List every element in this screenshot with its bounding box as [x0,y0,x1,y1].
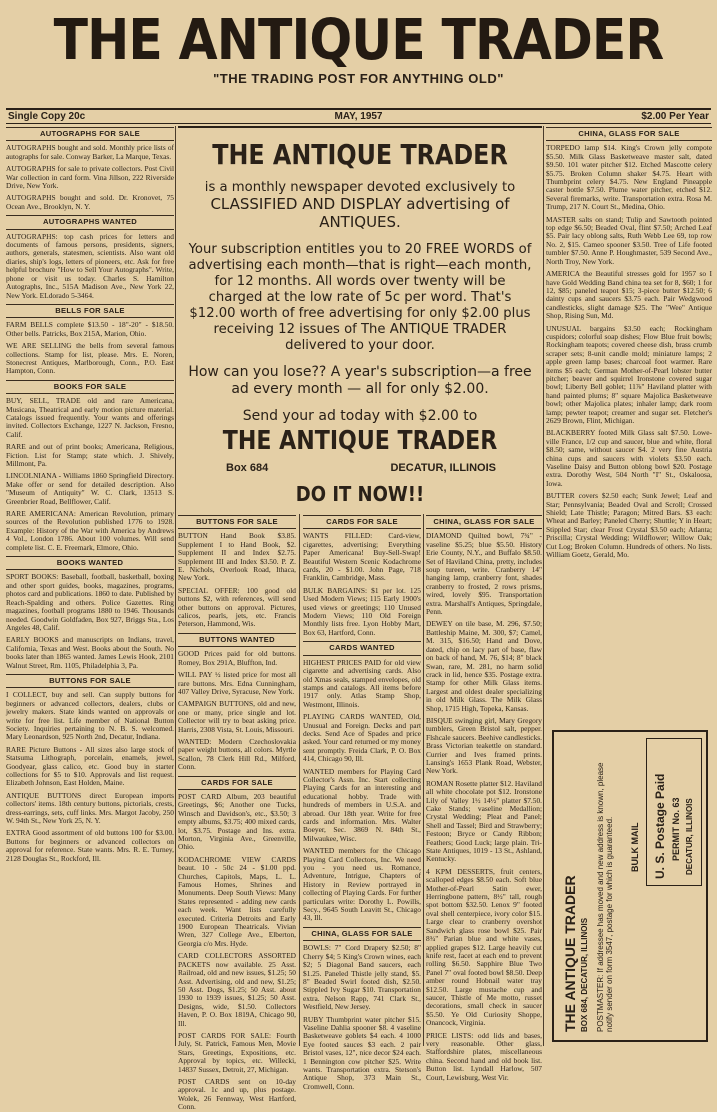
section-header: BOOKS WANTED [6,556,174,570]
classified-ad: WANTED members for Playing Card Collector's Assn. Inc. Start collecting Playing Cards for an interesting and educational hobby. Trade with hundreds of members in U.S.A. and abroad. Our 18th year. Write for free cards and information. Mrs. Walter Boeyer, Sec. 3869 N. 84th St., Milwaukee, Wisc. [303,766,421,843]
section-header: BUTTONS FOR SALE [178,515,296,529]
mail-bulk: BULK MAIL [630,822,640,872]
classified-section [6,127,174,211]
classified-ad: MASTER salts on stand; Tulip and Sawtooth pointed top edge $6.50; Beaded Oval, flint $7.50; Arched Leaf $5. Pair lacy oblong salts, Ruth Webb Lee 69, top row No. 2, $15. Cameo spooner $3.50. Tree of Life footed tumbler $7.50. Anne P. Houghmaster, 539 Second Ave., North Troy, New York. [546,214,712,266]
classified-ad: EXTRA Good assortment of old buttons 100 for $3.00. Buttons for beginners or advanced collectors on approval for reference. State wants. Mrs. R. E. Turney, 2128 Douglas St., Rockford, Ill. [6,828,174,863]
promo-question: How can you lose?? A year's subscription—a free ad every month — all for only $2.00. [188,364,532,397]
section-header: CARDS FOR SALE [303,515,421,529]
section-header: CHINA, GLASS FOR SALE [546,127,712,141]
classified-ad: I COLLECT, buy and sell. Can supply buttons for beginners or advanced collectors, dealers, clubs or jewelry makers. State kinds wanted on approvals or write for free list. Life member of National Button Society. Inquiries pertaining to N. B. S. welcomed. Mary Leonardson, 925 North 2nd, Decatur, Indiana. [6,690,174,742]
classified-ad: SPORT BOOKS: Baseball, football, basketball, boxing and other sport guides, books, magazines, programs, photos card and publications. 1860 to date. Published by Reach-Spalding and others. Police Gazettes. Ring magazines, football programs 1880 to 1946. Thousands needed. Goodwin Goldfaden, Box 927, Briggs Sta., Los Angeles 48, Calif. [6,572,174,632]
classified-ad: DIAMOND Quilted bowl, 7¾" - vaseline $5.25; blue $5.50. History Erie County, N.Y., and Buffalo $8.50. Set of Haviland China, pretty, includes soup tureen, write. Cranberry 14" hanging lamp, cranberry font, shades cranberry to frosted, 2 rows prisms, wired, lovely $95. Transportation extra. Marshall's Antiques, Springdale, Penn. [426,531,542,617]
classified-ad: BOWLS: 7" Cord Drapery $2.50; 8" Cherry $4; 5 King's Crown wines, each $2; 5 Diagonal Band saucers, each $1.25. Paneled Thistle jelly stand, $5. 8" Beaded Swirl footed dish, $2.50. Stippled Ivy Sugar $10. Transportation extra. Nelson Rapp, 741 Clark St., Westfield, New Jersey. [303,943,421,1012]
section-header: AUTOGRAPHS WANTED [6,215,174,229]
classified-ad: POST CARDS sent on 10-day approval. 1c and up, plus postage. Wolek, 26 Fennway, West Hartford, Conn. [178,1076,296,1112]
classified-ad: RARE AMERICANA: American Revolution, primary sources of the Revolution published 1776 to 1928. Example: History of the War with America by Andrews 4 Vol., London 1786. About 100 volumes. Will send complete list. C. E. Freemark, Elmore, Ohio. [6,509,174,552]
classified-ad: SPECIAL OFFER: 100 good old buttons $2, with references, will send other buttons on approval. Pictures, calicos, pearls, jets, etc. Francis Peterson, Hammond, Wis. [178,585,296,629]
classified-ad: WILL PAY ½ listed price for most all rare buttons. Mrs. Edna Cunningham, 407 Valley Drive, Syracuse, New York. [178,670,296,696]
classified-ad: POST CARDS FOR SALE: Fourth July, St. Patrick, Famous Men, Movie Stars, Greetings, Expositions, etc. Approval by topics, etc. Willecki, 14837 Sussex, Detroit, 27, Michigan. [178,1030,296,1074]
classified-ad: KODACHROME VIEW CARDS beaut. 10 - 50c 24 - $1.00 ppd. Churches, Capitols, Maps, L. L. Famous Homes, Shrines and Monuments. Deep South Views: Many States represented - adding new cards each week. Want lists carefully executed. Criteria Detroits and Early 1900 European Theatricals. Vivian Wren, 327 College Ave., Elberton, Georgia c/o Mrs. Hyde. [178,854,296,948]
masthead-title: THE ANTIQUE TRADER [53,8,664,73]
classified-section [546,127,712,560]
issue-date: MAY, 1957 [334,111,383,122]
classified-ad: BUTTON Hand Book $3.85. Supplement I to Hand Book, $2. Supplement II and Index $2.75. Supplement III and Index $3.50. P. Z. E. Nichols, Overlook Road, Ithaca, New York. [178,531,296,583]
classified-ad: BISQUE swinging girl, Mary Gregory tumblers, Green Bristol salt, pepper. Flshcale saucers. Beehive candlesticks. Brass Victorian teakettle on standard. Currier and Ives framed prints. Lansing's 1653 Plank Road, Webster, New York. [426,715,542,776]
mail-postmaster: POSTMASTER: If addressee has moved and new address is known, please notify sender on form 3547, postage for which is guaranteed. [596,762,614,1032]
classified-ad: FARM BELLS complete $13.50 - 18"-20" - $18.50. Other bells. Patricks, Box 215A, Marion, Ohio. [6,320,174,338]
classified-ad: GOOD Prices paid for old buttons. Romey, Box 291A, Bluffton, Ind. [178,649,296,667]
mail-permit: PERMIT No. 63 [671,797,681,861]
promo-address [178,460,542,478]
classified-section [6,215,174,300]
classified-ad: AUTOGRAPHS: top cash prices for letters and documents of famous persons, presidents, signers, authors, generals, statesmen, scientists. Also want old diaries, ship's logs, letters of pioneers, etc. Ask for free helpful brochure "How to Sell Your Autographs". Write, phone or visit us today. Charles S. Hamilton Autographs, Inc., 515A Madison Ave., New York 22, New York. ELdorado 5-3464. [6,231,174,300]
section-header: CARDS WANTED [303,641,421,655]
postage-indicia [646,738,702,886]
classified-ad: HIGHEST PRICES PAID for old view cigarette and advertising cards. Also old Xmas seals, stamped envelopes, old stamps and catalogs. All items before 1917 only. Atlas Stamp Shop, Westmont, Illinois. [303,657,421,709]
section-header: BELLS FOR SALE [6,304,174,318]
classified-ad: ANTIQUE BUTTONS direct European imports collectors' items. 18th century buttons, pictorials, crests, dress-earrings, sets, cuff links. Mrs. Margot Jacoby, 250 W. 94th St., New York 25, N. Y. [6,790,174,826]
classified-ad: RARE and out of print books; Americana, Religious, Fiction. List for Stamp; state which. J. Shively, Millmont, Pa. [6,442,174,468]
classified-ad: CARD COLLECTORS ASSORTED PACKETS now available. 25 Asst. Railroad, old and new issues, $1.25; 50 Asst. Advertising, old and new, $1.25; 50 Asst. Dogs, $1.25; 50 Asst. about 1930 to 1939 issues, $1.25; 50 Asst. Designs, wide, $1.50. Collectors Haven, P. O. Box 1819A, Chicago 90, Ill. [178,951,296,1028]
single-copy-price: Single Copy 20c [8,111,86,122]
classified-ad: AMERICA the Beautiful stresses gold for 1957 so I have Gold Wedding Band china tea set for 8, $60; 1 for 12, $85; paneled teapot $15; 3-piece butter $12.50; 6 dainty cups and saucers $3.75 each. Pair Wedgwood candlesticks, slight damage $25. The "Wee" Antique Shop, Rising Sun, Md. [546,269,712,321]
promo-title: THE ANTIQUE TRADER [212,138,508,171]
classified-section [6,556,174,670]
classified-section [178,776,296,1112]
section-header: CARDS FOR SALE [178,776,296,790]
promo-intro-text: is a monthly newspaper devoted exclusively to [204,180,516,195]
promo-name: THE ANTIQUE TRADER [222,426,498,456]
classified-ad: WANTS FILLED: Card-view, cigarettes, advertising; Everything Paper Americana! Buy-Sell-Swap! Beautiful Western Scenic Kodachrome cards, 20 - $1.00. John Page, 718 Franklin, Cambridge, Mass. [303,531,421,583]
dateline [6,108,711,124]
classified-section [303,515,421,637]
classified-ad: POST CARD Album, 203 beautiful Greetings, $6; Another one Tucks, Winsch and Davidson's, etc., $3.50; 3 empty albums, $3.75; 400 mixed cards, lot, $3.75. Postage and Ins. extra. Morton, Virginia Ave., Greenville, Ohio. [178,791,296,852]
section-header: CHINA, GLASS FOR SALE [303,927,421,941]
left-column [6,126,174,1046]
promo-intro [190,180,530,232]
classified-ad: WANTED members for the Chicago Playing Card Collectors, Inc. We need you - you need us. Romance, Adventure, Intrigue, Chapters of History in Review portrayed in collecting of Playing Cards. For further particulars write: Dorothy L. Powills, Secy., 9645 South Leavitt St., Chicago 43, Ill. [303,846,421,923]
promo-box: Box 684 [226,462,269,474]
mail-postage-paid: U. S. Postage Paid [653,773,667,879]
classified-ad: TORPEDO lamp $14. King's Crown jelly compote $5.50. Milk Glass Basketweave master salt, dated $9.50. 101 water pitcher $12. Etched Mascotte celery $5.75. Broken Column shaker $4.75. Heart with Thumbprint celery $4.75. New England Pineapple caster bottle $7.50. Plume water pitcher, etched $12. Several firemarks, write. Transportation extra. Rosa M. Trump, 217 N. Court St., Medina, Ohio. [546,143,712,212]
classified-section [178,515,296,629]
middle-column-1 [178,514,296,1112]
promo-city: DECATUR, ILLINOIS [390,462,496,474]
section-header: AUTOGRAPHS FOR SALE [6,127,174,141]
classified-ad: ROMAN Rosette platter $12. Haviland all white chocolate pot $12. Ironstone Lily of Valley 1½ 14½" platter $7.50. Cake Stands; vaseline Medallion; Crystal Wedding; Pleat and Panel; Shell and Tassel; Bird and Strawberry; Festoon; Bryce or Candy Ribbon; Feathers; Good Luck; large plain. Tri-State Antiques, 1019 - 13 St., Ashland, Kentucky. [426,778,542,864]
subscription-price: $2.00 Per Year [641,111,709,122]
mail-permit-city: DECATUR, ILLINOIS [685,798,694,875]
classified-section [303,641,421,923]
classified-ad: WANTED: Modern Czechoslovakia paper weight buttons, all colors. Myrtle Scallon, 78 Clerk Hill Rd., Milford, Conn. [178,736,296,772]
mail-address: BOX 684, DECATUR, ILLINOIS [580,917,589,1032]
mail-title: THE ANTIQUE TRADER [562,875,578,1032]
classified-ad: BUTTER covers $2.50 each; Sunk Jewel; Leaf and Star; Pennsylvania; Beaded Oval and Scroll; Crossed Shield; Late Thistle; Paragon; Mitred Bars. $3 each: Wheat and Barley; Paneled Cherry; Shuttle; Y in Heart; Stippled Star; clear Frost Crystal $3.50 each; Atlanta; Priscilla; Crystal Wedding; Wildflower; Willow Oak; Cut Log; Broken Column. Hundreds of others. No lists. William Goetz, Gerald, Mo. [546,491,712,560]
classified-section [6,304,174,376]
classified-ad: 4 KPM DESSERTS, fruit centers, scalloped edges $8.50 each. Soft blue Mother-of-Pearl Satin ewer, Herringbone pattern, 8½" tall, rough spot bottom $32.50. Lenox 9" footed oval shell centerpiece, ivory color $15. Large clear to cranberry overshot Sandwich glass rose bowl $25. Pair 8¾" Parian blue and white vases, applied grapes $12. Large heavily cut knife rest, facet at each end to prevent rolling $6.50. Sapphire Blue Two Panel 7" oval footed bowl $8.50. Deep amber round Hobnail water tray $12.50. Large mustache cup and saucer, Thistle of Me motto, russet decorations, small check in saucer $5.50. Ye Old Curiosity Shoppe, Onancock, Virginia. [426,866,542,1028]
column-rule [423,514,424,1046]
classified-ad: BUY, SELL, TRADE old and rare Americana, Musicana, Theatrical and early motion picture material. Catalogs issued frequently. Your wants and offerings invited. Collectors Exchange, 1227 N. Jackson, Fresno, Calif. [6,396,174,439]
column-rule [299,514,300,1046]
masthead [0,8,717,86]
classified-ad: BLACKBERRY footed Milk Glass salt $7.50. Lowe-ville France, 1/2 cup and saucer, blue and white, floral $8.50; same, without saucer $4. 2 very fine Austria china cups and saucers with violets $3.50 each. Vaseline Daisy and Button oblong bowl $20. Postage extra. Dorothy West, 504 North "I" St., Oskaloosa, Iowa. [546,428,712,488]
column-rule [175,126,176,1046]
classified-ad: AUTOGRAPHS bought and sold. Monthly price lists of autographs for sale. Conway Barker, La Marque, Texas. [6,143,174,161]
classified-ad: AUTOGRAPHS bought and sold. Dr. Kronovet, 75 Ocean Ave., Brooklyn, N. Y. [6,193,174,211]
masthead-tagline: "THE TRADING POST FOR ANYTHING OLD" [213,71,504,86]
mailing-panel [552,730,708,1042]
classified-ad: EARLY BOOKS and manuscripts on Indians, travel, California, Texas and West. Books about the South. No books later than 1865 wanted. James Lewis Hook, 2101 Walnut Street, Rm. 1105, Philadelphia 3, Pa. [6,635,174,670]
classified-section [6,380,174,552]
column-rule [543,126,544,1046]
promo-intro-caps: CLASSIFIED AND DISPLAY advertising of ANTIQUES. [210,195,510,231]
classified-section [6,674,174,863]
classified-ad: DEWEY on tile base, M. 296, $7.50; Battleship Maine, M. 300, $7; Camel, M. 315, $16.50; Hand and Dove, dated, chip on lacy part of base, flaw on back of hand, M. 76, $14; 8" black Swan, rare, M. 281, no harm solid crack in lid, hence $35. Postage extra. Stamp for other Milk Glass items. Largest and oldest dealer specializing in old Milk Glass. The Milk Glass Shop, 1715 High, Topeka, Kansas. [426,619,542,713]
classified-ad: PRICE LISTS: odd lids and bases, very reasonable. Other glass, Staffordshire plates, miscellaneous china. Second hand and old book list. Button list. Lyndall Harlow, 507 Court, Lewisburg, West Vir. [426,1030,542,1082]
classified-ad: AUTOGRAPHS for sale to private collectors. Post Civil War collection in card form. Vina Jillson, 222 Riverside Drive, New York. [6,164,174,191]
classified-section [426,515,542,1082]
subscription-promo [178,126,542,510]
right-column [546,126,712,726]
section-header: BUTTONS WANTED [178,633,296,647]
section-header: CHINA, GLASS FOR SALE [426,515,542,529]
classified-ad: BULK BARGAINS: $1 per lot. 125 Used Modern Views; 115 Early 1900's used views or greetings; 110 Unused Modern Views; 110 Old Foreign Monthly lists free. Lyon Hobby Mart, Box 63, Hartford, Conn. [303,585,421,637]
classified-ad: RARE Picture Buttons - All sizes also large stock of Statsuma Lithograph, porcelain, enamels, jewel, Goodyear, glass calico, etc. Good buy in starter collections for $5 to $10. Approvals and list request. Elizabeth Johnson, East Holden, Maine. [6,744,174,788]
classified-section [178,633,296,772]
promo-send: Send your ad today with $2.00 to [242,408,478,424]
classified-ad: CAMPAIGN BUTTONS, old and new, one or many, price single and lot. Collector will try to beat asking price. Harris, 2308 Vista, St. Louis, Missouri. [178,699,296,734]
classified-section [303,927,421,1091]
middle-column-2 [303,514,421,1091]
classified-ad: RUBY Thumbprint water pitcher $15. Vaseline Dahlia spooner $8. 4 vaseline Basketweave goblets $4 each. 4 1000 Eye footed sauces $3 each. 2 pair Bristol vases, 12", nice decor $24 each. 1 Bennington cow pitcher $25. Write wants. Transportation extra. Stetson's Antique Shop, 373 Main St., Cromwell, Conn. [303,1014,421,1091]
section-header: BUTTONS FOR SALE [6,674,174,688]
section-header: BOOKS FOR SALE [6,380,174,394]
classified-ad: WE ARE SELLING the bells from several famous collections. Stamp for list, please. Mrs. E. Noren, Stonecrest Antiques, Marlborough, Conn., P.O. East Hampton, Conn. [6,341,174,376]
classified-ad: PLAYING CARDS WANTED, Old, Unusual and Foreign. Decks and part decks. Send Ace of Spades and price asked. Your card returned or my money sent promptly. Freida Clark, P. O. Box 414, Chicago 90, Ill. [303,712,421,764]
middle-column-3 [426,514,542,1082]
classified-ad: LINCOLNIANA - Williams 1860 Springfield Directory. Make offer or send for detailed description. Also "Museum of Antiquity" W. C. Clark, 13513 S. Greenbrier Road, Bellflower, Calif. [6,471,174,506]
classified-ad: UNUSUAL bargains $3.50 each; Rockingham cuspidors; colorful soap dishes; Flow Blue fruit bowls; Rockingham teapots; covered cheese dish, brass crumb scraper sets; 8-unit candle mold; miniature lamps; 2 apple green lamp bases; charcoal foot warmer. Rare items $5 each; German Mother-of-Pearl lobster butter pitcher; beaver and squirrel Ironstone covered sugar bowl; Liberty Bell goblet; 11⅞" Haviland platter with hand painted plums; 8" square Majolica Basketweave bowl; other Majolica plates; inhaler lamp; dark room lamp; pewter teapot; creamer and sugar set. Fletcher's 2629 Brown, Flint, Michigan. [546,323,712,425]
promo-cta: DO IT NOW!! [295,482,425,506]
promo-body: Your subscription entitles you to 20 FREE WORDS of advertising each month—that is right—each month, for 12 months. All words over twenty will be charged at the low rate of 5c per word. That's $12.00 worth of free advertising for only $2.00 plus receiving 12 issues of The ANTIQUE TRADER delivered to your door. [188,242,532,353]
